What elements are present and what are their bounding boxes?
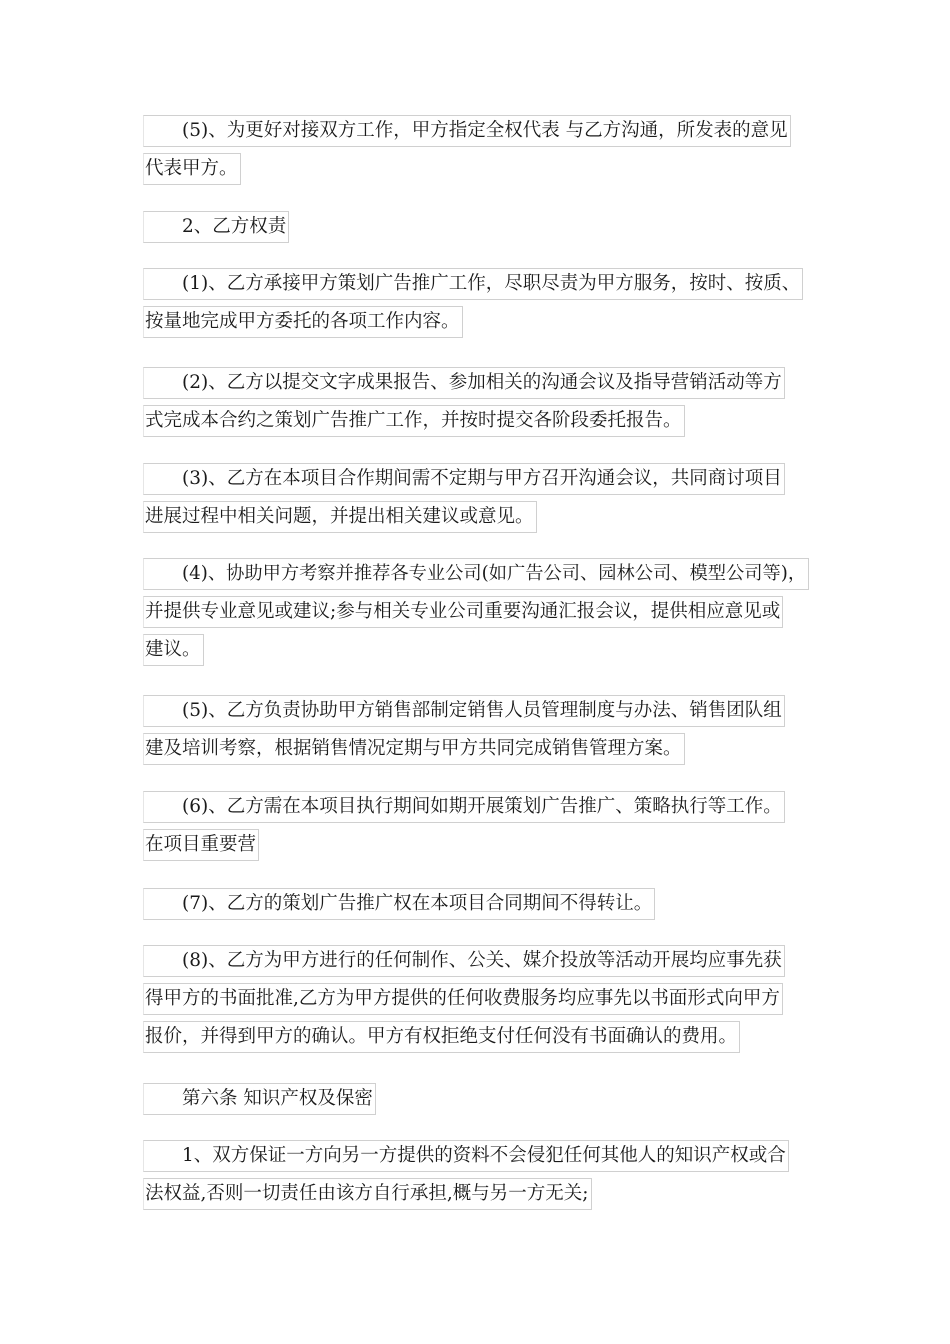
text-line: 法权益,否则一切责任由该方自行承担,概与另一方无关; <box>143 1178 592 1210</box>
text-line: (3)、乙方在本项目合作期间需不定期与甲方召开沟通会议，共同商讨项目 <box>143 463 785 495</box>
text-line: 2、乙方权责 <box>143 211 289 243</box>
text-line: (2)、乙方以提交文字成果报告、参加相关的沟通会议及指导营销活动等方 <box>143 367 785 399</box>
paragraph-party-b-item-4 <box>143 555 809 669</box>
text-line: 按量地完成甲方委托的各项工作内容。 <box>143 306 463 338</box>
text-line: 进展过程中相关问题，并提出相关建议或意见。 <box>143 501 537 533</box>
text-line: (5)、乙方负责协助甲方销售部制定销售人员管理制度与办法、销售团队组 <box>143 695 785 727</box>
text-line: (5)、为更好对接双方工作，甲方指定全权代表 与乙方沟通，所发表的意见 <box>143 115 791 147</box>
text-line: 建及培训考察，根据销售情况定期与甲方共同完成销售管理方案。 <box>143 733 685 765</box>
text-line: 1、双方保证一方向另一方提供的资料不会侵犯任何其他人的知识产权或合 <box>143 1140 789 1172</box>
paragraph-party-b-item-2 <box>143 364 809 440</box>
text-line: 报价，并得到甲方的确认。甲方有权拒绝支付任何没有书面确认的费用。 <box>143 1021 740 1053</box>
paragraph-party-b-item-5 <box>143 692 809 768</box>
text-line: 并提供专业意见或建议;参与相关专业公司重要沟通汇报会议，提供相应意见或 <box>143 596 783 628</box>
text-line: (8)、乙方为甲方进行的任何制作、公关、媒介投放等活动开展均应事先获 <box>143 945 785 977</box>
paragraph-party-b-item-8 <box>143 942 809 1056</box>
text-line: (6)、乙方需在本项目执行期间如期开展策划广告推广、策略执行等工作。 <box>143 791 785 823</box>
paragraph-party-b-item-7 <box>143 885 809 923</box>
paragraph-party-b-item-6 <box>143 788 809 864</box>
text-line: 建议。 <box>143 634 204 666</box>
section-heading-party-b-duties <box>143 208 809 246</box>
paragraph-party-b-item-3 <box>143 460 809 536</box>
text-line: 得甲方的书面批准,乙方为甲方提供的任何收费服务均应事先以书面形式向甲方 <box>143 983 783 1015</box>
paragraph-ip-item-1 <box>143 1137 809 1213</box>
text-line: 式完成本合约之策划广告推广工作，并按时提交各阶段委托报告。 <box>143 405 685 437</box>
section-heading-article-6 <box>143 1080 809 1118</box>
text-line: 代表甲方。 <box>143 153 241 185</box>
text-line: 第六条 知识产权及保密 <box>143 1083 376 1115</box>
paragraph-party-b-item-1 <box>143 265 809 341</box>
text-line: (1)、乙方承接甲方策划广告推广工作，尽职尽责为甲方服务，按时、按质、 <box>143 268 803 300</box>
text-line: (7)、乙方的策划广告推广权在本项目合同期间不得转让。 <box>143 888 655 920</box>
text-line: (4)、协助甲方考察并推荐各专业公司(如广告公司、园林公司、模型公司等)， <box>143 558 809 590</box>
paragraph-party-a-item-5 <box>143 112 809 188</box>
text-line: 在项目重要营 <box>143 829 259 861</box>
